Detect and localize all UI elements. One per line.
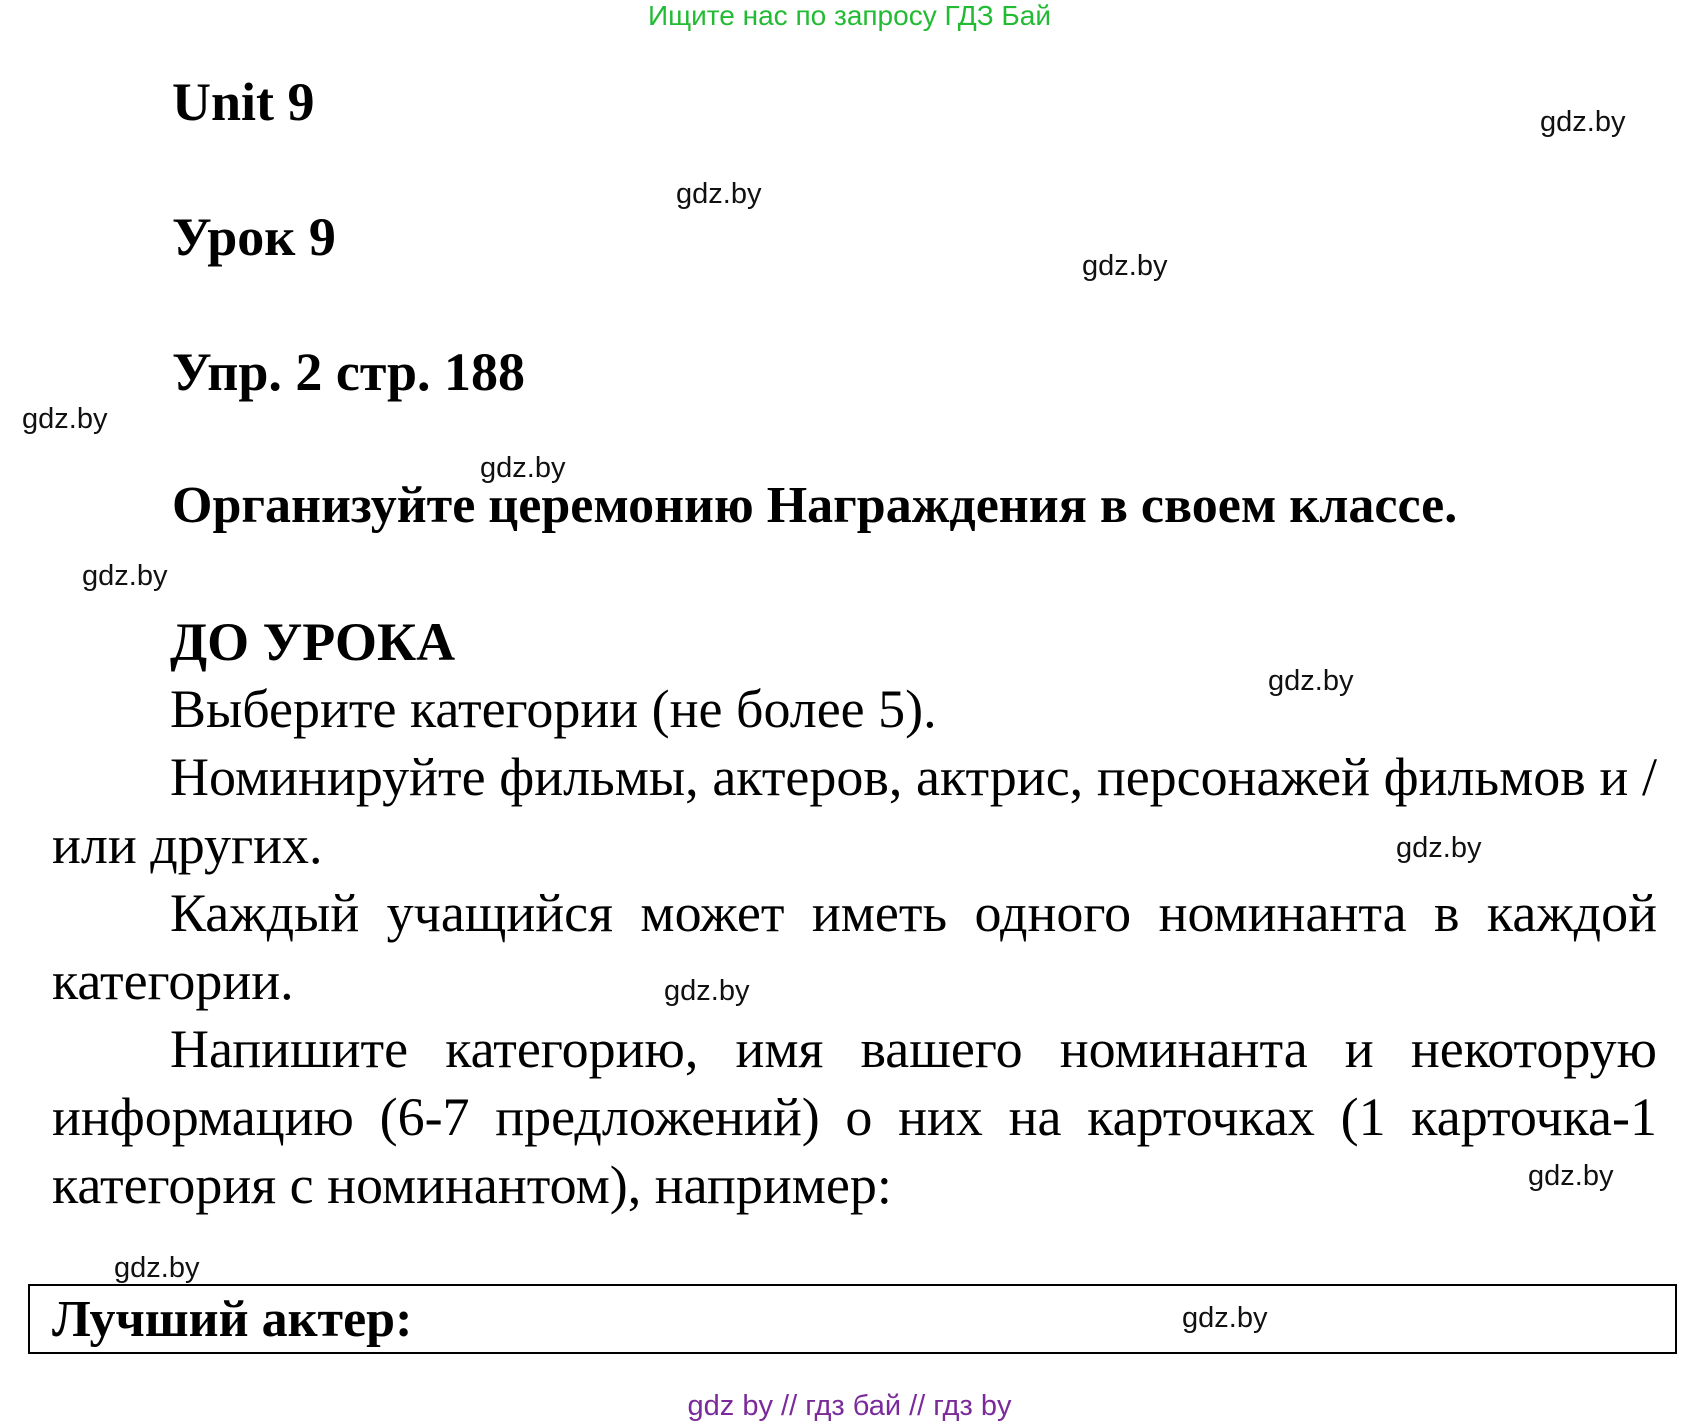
- watermark: gdz.by: [1268, 665, 1354, 697]
- unit-title: Unit 9: [172, 72, 315, 132]
- lesson-title: Урок 9: [172, 207, 336, 267]
- watermark: gdz.by: [1082, 250, 1168, 282]
- top-banner: Ищите нас по запросу ГДЗ Бай: [647, 0, 1052, 31]
- watermark: gdz.by: [676, 178, 762, 210]
- footer: gdz by // гдз бай // гдз by: [687, 1390, 1012, 1422]
- watermark: gdz.by: [114, 1252, 200, 1284]
- example-card: [28, 1284, 1677, 1354]
- paragraph-write-cards: Напишите категорию, имя вашего номинанта и некоторую информацию (6-7 предложений) о них на карточках (1 карточка-1 категория с номинантом), например:: [52, 1019, 1657, 1215]
- paragraph-nominate: Номинируйте фильмы, актеров, актрис, персонажей фильмов и / или других.: [52, 747, 1657, 875]
- paragraph-choose-categories: Выберите категории (не более 5).: [170, 679, 937, 739]
- watermark: gdz.by: [1182, 1302, 1268, 1334]
- watermark: gdz.by: [1528, 1160, 1614, 1192]
- exercise-title: Упр. 2 стр. 188: [172, 342, 526, 402]
- card-label: Лучший актер:: [52, 1291, 413, 1348]
- task-title: Организуйте церемонию Награждения в своем классе.: [172, 477, 1458, 534]
- watermark: gdz.by: [1396, 832, 1482, 864]
- section-title: ДО УРОКА: [170, 612, 456, 672]
- paragraph-each-student: Каждый учащийся может иметь одного номинанта в каждой категории.: [52, 883, 1657, 1011]
- watermark: gdz.by: [1540, 106, 1626, 138]
- watermark: gdz.by: [22, 403, 108, 435]
- watermark: gdz.by: [480, 452, 566, 484]
- watermark: gdz.by: [82, 560, 168, 592]
- watermark: gdz.by: [664, 975, 750, 1007]
